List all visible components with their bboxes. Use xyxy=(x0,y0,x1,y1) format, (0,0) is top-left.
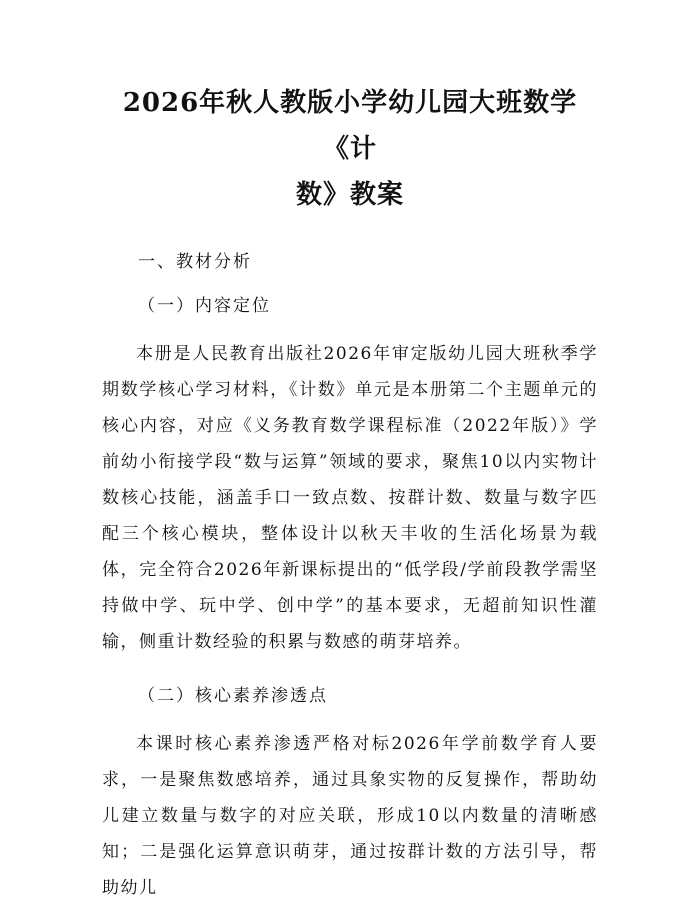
title-line-1: 2026年秋人教版小学幼儿园大班数学《计 xyxy=(122,88,578,164)
document-title xyxy=(102,0,598,218)
paragraph-core-literacy: 本课时核心素养渗透严格对标2026年学前数学育人要求，一是聚焦数感培养，通过具象实物的反复操作，帮助幼儿建立数量与数字的对应关联，形成10以内数量的清晰感知；二是强化运算意识萌芽，通过按群计数的方法引导，帮助幼儿 xyxy=(102,734,598,898)
title-line-2: 数》教案 xyxy=(295,180,404,210)
section-heading-textbook-analysis: 一、教材分析 xyxy=(138,252,252,272)
subsection-heading-content-positioning: （一）内容定位 xyxy=(138,296,271,316)
subsection-heading-core-literacy: （二）核心素养渗透点 xyxy=(138,686,328,706)
paragraph-content-positioning: 本册是人民教育出版社2026年审定版幼儿园大班秋季学期数学核心学习材料，《计数》单元是本册第二个主题单元的核心内容，对应《义务教育数学课程标准（2022年版）》学前幼小衔接学段“数与运算”领域的要求，聚焦10以内实物计数核心技能，涵盖手口一致点数、按群计数、数量与数字匹配三个核心模块，整体设计以秋天丰收的生活化场景为载体，完全符合2026年新课标提出的“低学段/学前段教学需坚持做中学、玩中学、创中学”的基本要求，无超前知识性灌输，侧重计数经验的积累与数感的萌芽培养。 xyxy=(102,344,598,652)
